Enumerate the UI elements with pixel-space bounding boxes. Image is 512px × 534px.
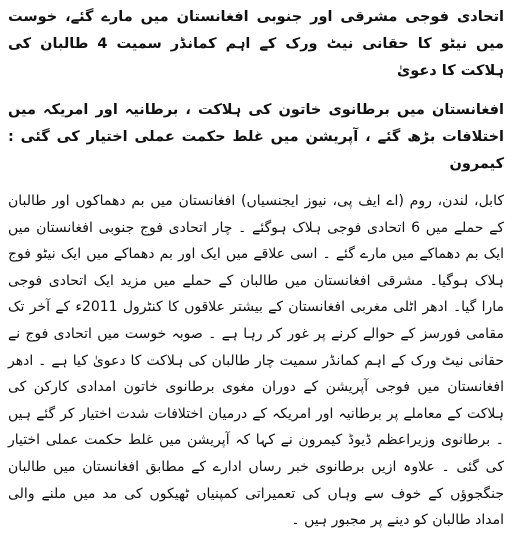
- spacer: [8, 178, 504, 188]
- article-headline: اتحادی فوجی مشرقی اور جنوبی افغانستان میں مارے گئے، خوست میں نیٹو کا حقانی نیٹ ورک کے اہم کمانڈر سمیت 4 طالبان کی ہلاکت کا دعویٰ: [8, 9, 504, 79]
- spacer: [8, 85, 504, 97]
- article-subheadline: افغانستان میں برطانوی خاتون کی ہلاکت ، برطانیہ اور امریکہ میں اختلافات بڑھ گئے ، آپریشن میں غلط حکمت عملی اختیار کی گئی : کیمرون: [8, 102, 504, 172]
- article-body: کابل، لندن، روم (اے ایف پی، نیوز ایجنسیاں) افغانستان میں بم دھماکوں اور طالبان کے حملے میں 6 اتحادی فوجی ہلاک ہوگئے ۔ چار اتحادی فوج جنوبی افغانستان میں ایک بم دھماکے میں مارے گئے ۔ اسی علاقے میں ایک اور بم دھماکے میں ایک نیٹو فوج ہلاک ہوگیا۔ مشرقی افغانستان میں طالبان کے حملے میں مزید ایک اتحادی فوجی مارا گیا۔ ادھر اٹلی مغربی افغانستان کے بیشتر علاقوں کا کنٹرول 2011ء کے آخر تک مقامی فورسز کے حوالے کرنے پر غور کر رہا ہے ۔ صوبہ خوست میں اتحادی فوج نے حقانی نیٹ ورک کے اہم کمانڈر سمیت چار طالبان کی ہلاکت کا دعویٰ کیا ہے ۔ ادھر افغانستان میں فوجی آپریشن کے دوران مغوی برطانوی خاتون امدادی کارکن کی ہلاکت کے معاملے پر برطانیہ اور امریکہ کے درمیان اختلافات شدت اختیار کر گئے ہیں ۔ برطانوی وزیراعظم ڈیوڈ کیمرون نے کہا کہ آپریشن میں غلط حکمت عملی اختیار کی گئی ۔ علاوہ ازیں برطانوی خبر رساں ادارے کے مطابق افغانستان میں طالبان جنگجوؤں کے خوف سے وہاں کی تعمیراتی کمپنیاں ٹھیکوں کی مد میں ملنے والی امداد طالبان کو دینے پر مجبور ہیں ۔: [8, 193, 504, 529]
